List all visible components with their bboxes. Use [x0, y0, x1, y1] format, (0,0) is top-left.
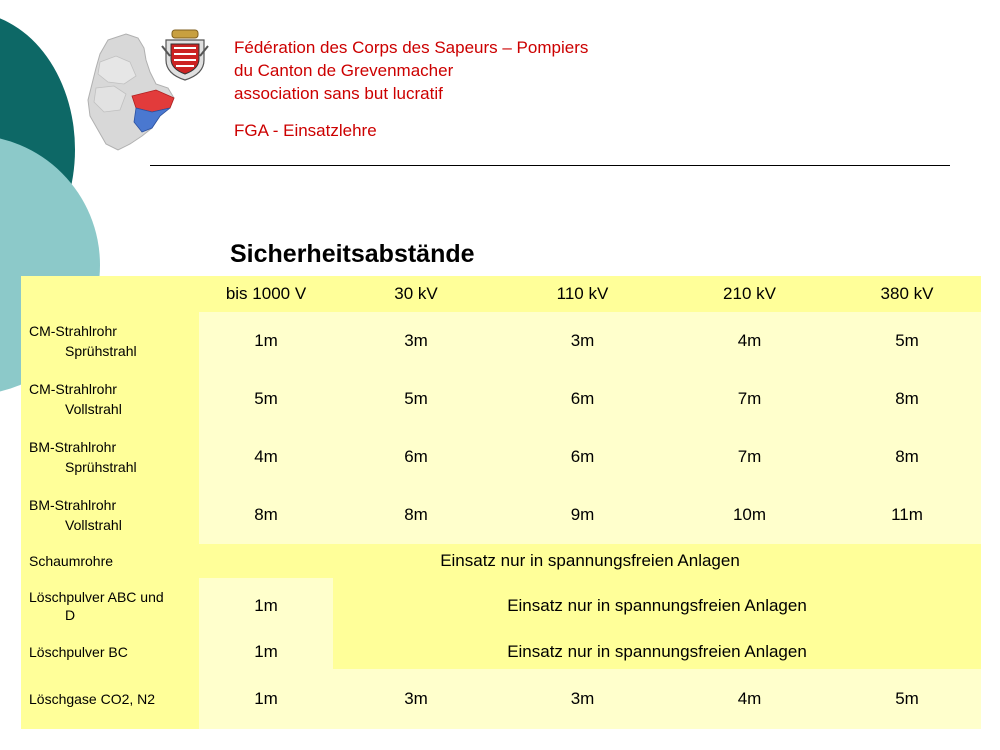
row-label: BM-Strahlrohr Sprühstrahl	[21, 428, 199, 486]
organization-header	[234, 36, 588, 142]
row-label: CM-Strahlrohr Vollstrahl	[21, 370, 199, 428]
row-label: CM-Strahlrohr Sprühstrahl	[21, 312, 199, 370]
table-cell: 8m	[833, 428, 981, 486]
table-row	[21, 544, 981, 578]
table-cell: 5m	[833, 312, 981, 370]
table-cell: 3m	[499, 312, 666, 370]
table-row	[21, 312, 981, 370]
table-header-row	[21, 276, 981, 312]
header-cell: 110 kV	[499, 276, 666, 312]
table-cell: 8m	[833, 370, 981, 428]
table-cell: 1m	[199, 634, 333, 669]
table-cell: 1m	[199, 578, 333, 634]
header-cell-corner	[21, 276, 199, 312]
table-cell: 5m	[199, 370, 333, 428]
row-label: BM-Strahlrohr Vollstrahl	[21, 486, 199, 544]
header-cell: bis 1000 V	[199, 276, 333, 312]
table-cell: 4m	[666, 669, 833, 729]
table-cell: 8m	[199, 486, 333, 544]
table-cell-span: Einsatz nur in spannungsfreien Anlagen	[333, 578, 981, 634]
table-cell-span: Einsatz nur in spannungsfreien Anlagen	[199, 544, 981, 578]
org-name-line-2: du Canton de Grevenmacher	[234, 61, 454, 80]
table-cell: 1m	[199, 312, 333, 370]
row-label: Schaumrohre	[21, 544, 199, 578]
org-name-line-3: association sans but lucratif	[234, 84, 443, 103]
table-cell: 4m	[199, 428, 333, 486]
table-cell: 4m	[666, 312, 833, 370]
table-cell: 10m	[666, 486, 833, 544]
row-label: Löschpulver ABC und D	[21, 578, 199, 634]
table-cell: 6m	[499, 428, 666, 486]
header-subtitle: FGA - Einsatzlehre	[234, 121, 377, 140]
table-row	[21, 428, 981, 486]
header-cell: 210 kV	[666, 276, 833, 312]
table-row	[21, 370, 981, 428]
header-cell: 380 kV	[833, 276, 981, 312]
header-divider	[150, 165, 950, 166]
table-row	[21, 578, 981, 634]
table-cell: 3m	[333, 669, 499, 729]
table-cell: 7m	[666, 428, 833, 486]
row-label: Löschpulver BC	[21, 634, 199, 669]
table-row	[21, 634, 981, 669]
table-row	[21, 669, 981, 729]
table-cell: 5m	[333, 370, 499, 428]
table-cell: 3m	[333, 312, 499, 370]
table-cell: 11m	[833, 486, 981, 544]
safety-distance-table	[21, 276, 981, 729]
org-name-line-1: Fédération des Corps des Sapeurs – Pompiers	[234, 38, 589, 57]
table-cell: 1m	[199, 669, 333, 729]
table-cell: 7m	[666, 370, 833, 428]
table-row	[21, 486, 981, 544]
table-cell: 6m	[499, 370, 666, 428]
page-title: Sicherheitsabstände	[230, 240, 475, 268]
federation-crest-logo	[160, 28, 210, 82]
row-label: Löschgase CO2, N2	[21, 669, 199, 729]
table-cell: 3m	[499, 669, 666, 729]
table-cell: 6m	[333, 428, 499, 486]
table-cell-span: Einsatz nur in spannungsfreien Anlagen	[333, 634, 981, 669]
table-cell: 8m	[333, 486, 499, 544]
table-cell: 9m	[499, 486, 666, 544]
header-cell: 30 kV	[333, 276, 499, 312]
table-cell: 5m	[833, 669, 981, 729]
